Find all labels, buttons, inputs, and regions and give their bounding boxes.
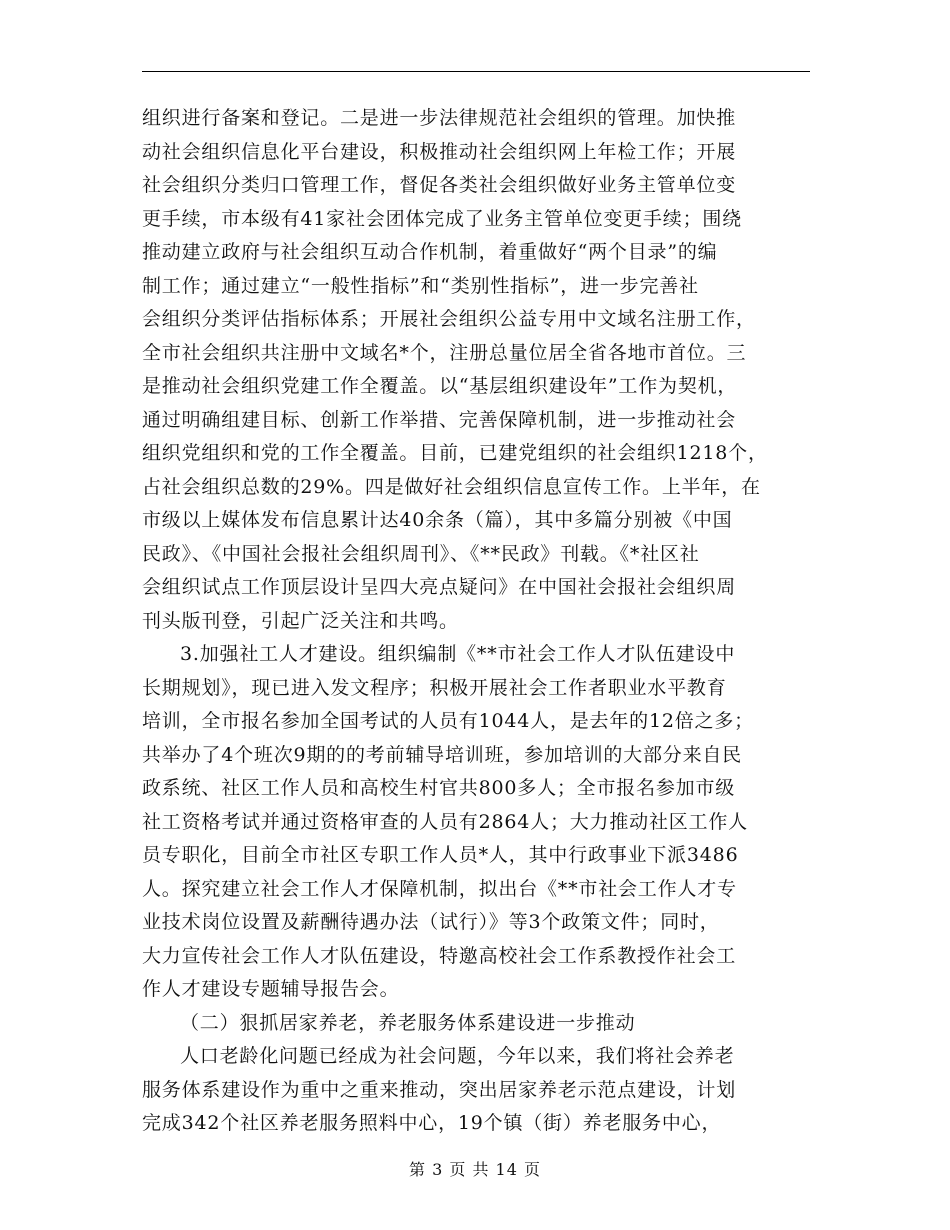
text-line: 组织进行备案和登记。二是进一步法律规范社会组织的管理。加快推 — [142, 107, 737, 129]
text-line: 是推动社会组织党建工作全覆盖。以“基层组织建设年”工作为契机， — [142, 375, 738, 397]
text-line: 人。探究建立社会工作人才保障机制，拟出台《**市社会工作人才专 — [142, 877, 737, 900]
text-line: 更手续，市本级有41家社会团体完成了业务主管单位变更手续；围绕 — [142, 207, 742, 230]
page-footer: 第 3 页 共 14 页 — [409, 1160, 541, 1179]
text-line: 政系统、社区工作人员和高校生村官共800多人；全市报名参加市级 — [142, 777, 736, 799]
text-line: 社工资格考试并通过资格审查的人员有2864人；大力推动社区工作人 — [142, 810, 748, 833]
text-line: 培训，全市报名参加全国考试的人员有1044人，是去年的12倍之多； — [142, 710, 754, 732]
text-line: 大力宣传社会工作人才队伍建设，特邀高校社会工作系教授作社会工 — [142, 944, 737, 967]
text-line: 刊头版刊登，引起广泛关注和共鸣。 — [142, 609, 459, 632]
text-line: 完成342个社区养老服务照料中心，19个镇（街）养老服务中心， — [142, 1112, 722, 1134]
text-line: 长期规划》，现已进入发文程序；积极开展社会工作者职业水平教育 — [142, 676, 727, 699]
text-line: 民政》、《中国社会报社会组织周刊》、《**民政》刊载。《*社区社 — [142, 542, 700, 565]
text-line: 作人才建设专题辅导报告会。 — [142, 978, 400, 1000]
section-heading: （二）狠抓居家养老，养老服务体系建设进一步推动 — [180, 1011, 636, 1034]
text-line: 会组织分类评估指标体系；开展社会组织公益专用中文域名注册工作， — [142, 308, 756, 330]
text-line: 共举办了4个班次9期的的考前辅导培训班，参加培训的大部分来自民 — [142, 743, 742, 766]
text-line: 会组织试点工作顶层设计呈四大亮点疑问》在中国社会报社会组织周 — [142, 576, 737, 598]
text-line: 制工作；通过建立“一般性指标”和“类别性指标”，进一步完善社 — [142, 274, 699, 297]
text-line: 动社会组织信息化平台建设，积极推动社会组织网上年检工作；开展 — [142, 140, 737, 163]
text-line: 推动建立政府与社会组织互动合作机制，着重做好“两个目录”的编 — [142, 241, 718, 263]
text-line: 服务体系建设作为重中之重来推动，突出居家养老示范点建设，计划 — [142, 1078, 737, 1101]
header-rule — [142, 71, 810, 72]
paragraph-start-line: 人口老龄化问题已经成为社会问题，今年以来，我们将社会养老 — [180, 1045, 735, 1067]
text-line: 组织党组织和党的工作全覆盖。目前，已建党组织的社会组织1218个， — [142, 442, 768, 464]
text-line: 业技术岗位设置及薪酬待遇办法（试行）》等3个政策文件；同时， — [142, 911, 720, 933]
text-line: 社会组织分类归口管理工作，督促各类社会组织做好业务主管单位变 — [142, 174, 737, 196]
body-text — [142, 102, 822, 1141]
text-line: 全市社会组织共注册中文域名*个，注册总量位居全省各地市首位。三 — [142, 341, 747, 364]
paragraph-start-line: 3.加强社工人才建设。组织编制《**市社会工作人才队伍建设中 — [180, 643, 736, 665]
text-line: 占社会组织总数的29%。四是做好社会组织信息宣传工作。上半年，在 — [142, 475, 761, 498]
text-line: 通过明确组建目标、创新工作举措、完善保障机制，进一步推动社会 — [142, 408, 737, 431]
text-line: 市级以上媒体发布信息累计达40余条（篇），其中多篇分别被《中国 — [142, 509, 733, 531]
text-line: 员专职化，目前全市社区专职工作人员*人，其中行政事业下派3486 — [142, 844, 739, 866]
